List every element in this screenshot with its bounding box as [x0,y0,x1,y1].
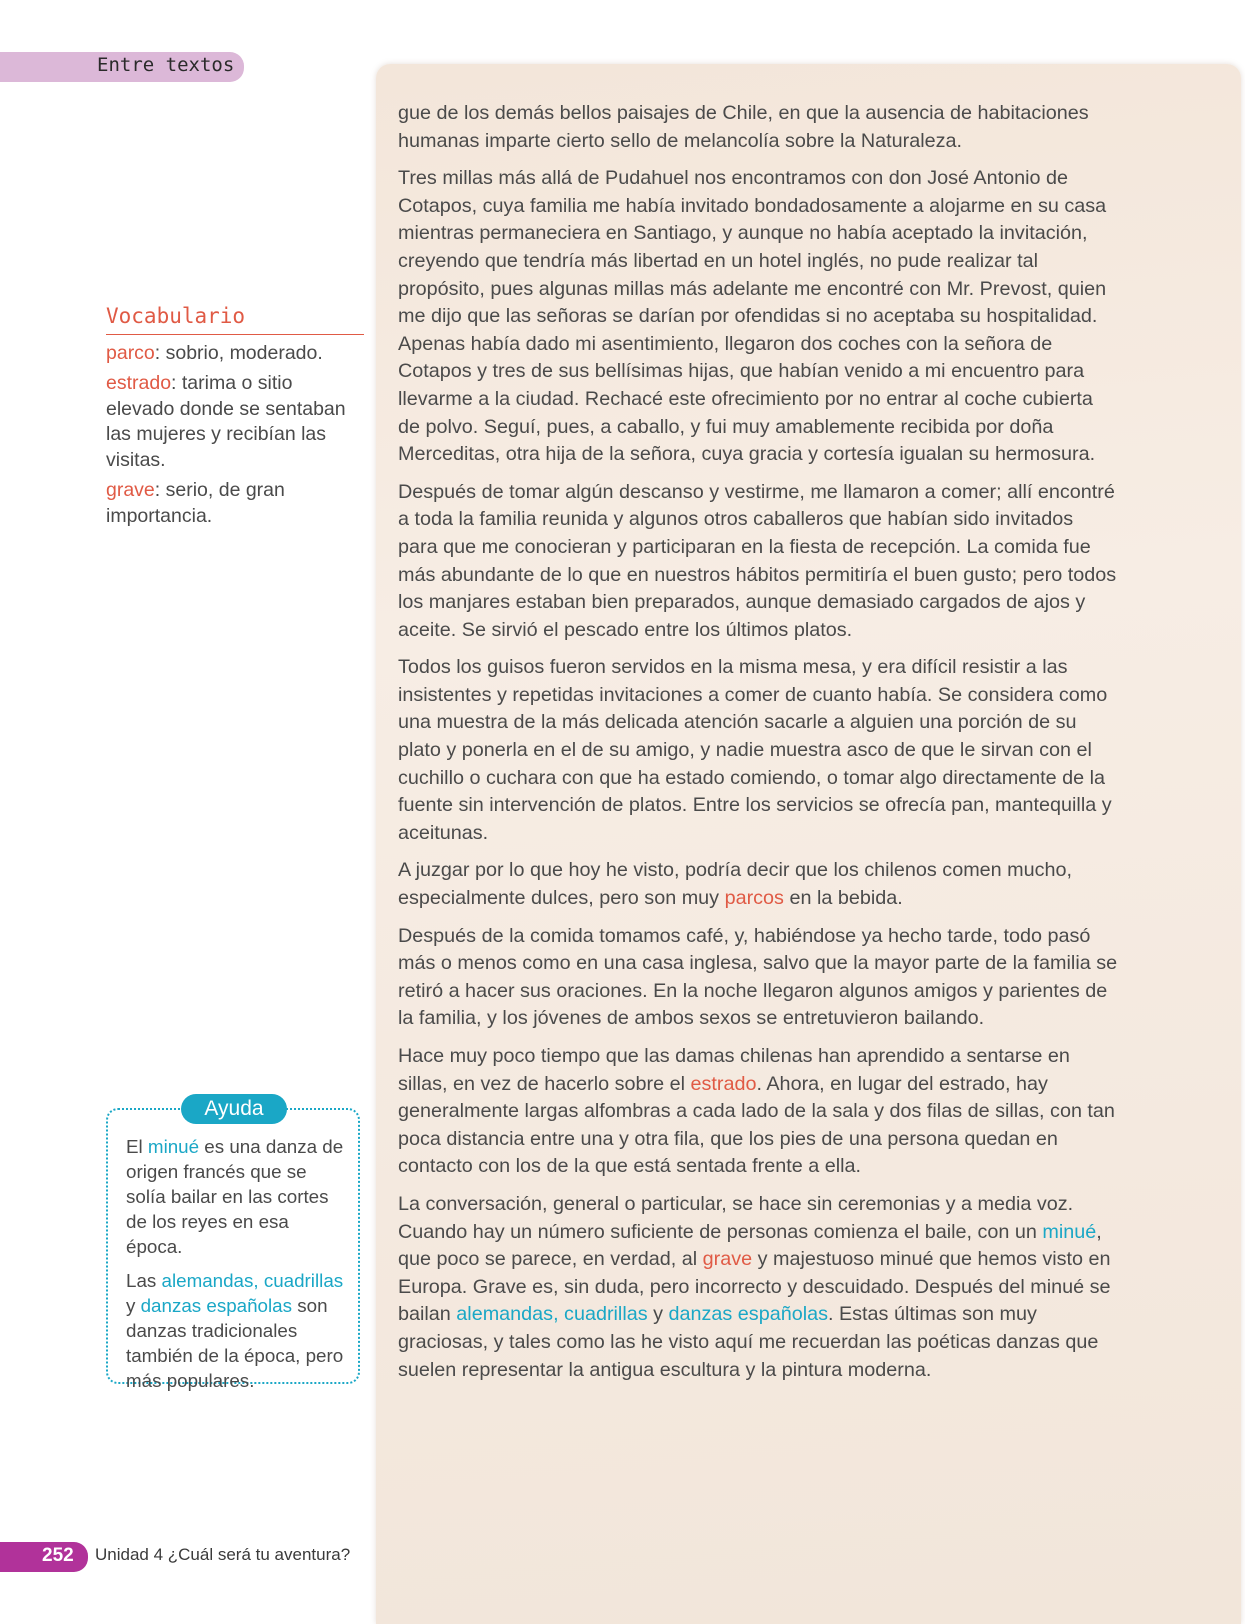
vocabulary-highlight: estrado [690,1072,757,1095]
page-number-tab [0,1542,88,1572]
paragraph [398,923,1118,1033]
help-text-fragment: y [126,1295,141,1316]
vocabulary-term: parco [106,341,155,364]
paragraph [398,479,1118,645]
text-fragment: y [647,1303,669,1326]
vocabulary-term: grave [106,479,155,501]
vocabulary-highlight: grave [702,1248,753,1271]
help-paragraph [126,1134,348,1259]
text-fragment: Todos los guisos fueron servidos en la misma mesa, y era difícil resistir a las insistentes y repetidas invitaciones a comer de cuanto había. Se considera como una muestra de la más delicada atención sacarle a alguien una porción de su plato y ponerla en el de su amigo, y nadie muestra asco de que le sirvan con el cuchillo o cuchara con que ha estado comiendo, o tomar algo directamente de la fuente sin intervención de platos. Entre los servicios se ofrecía pan, mantequilla y aceitunas. [398,656,1112,844]
text-fragment: en la bebida. [783,887,903,910]
vocabulary-title: Vocabulario [106,304,364,335]
vocabulary-term: estrado [106,372,172,394]
section-label: Entre textos [97,54,235,76]
vocabulary-entry [106,341,364,367]
text-fragment: La conversación, general o particular, se hace sin ceremonias y a media voz. Cuando hay un número suficiente de personas comienza el baile, con un [398,1192,1074,1243]
paragraph [398,165,1118,469]
text-fragment: y majestuoso minué que hemos visto en Europa. Grave es, sin duda, pero incorrecto y descuidado. Después del minué se bailan [398,1248,1111,1326]
text-fragment: A juzgar por lo que hoy he visto, podría decir que los chilenos comen mucho, especialmente dulces, pero son muy [398,859,1073,910]
paragraph [398,857,1118,912]
paragraph [398,654,1118,847]
paragraph [398,1191,1118,1384]
help-highlight: minué [1042,1220,1097,1243]
section-header-tab [0,52,244,82]
vocabulary-highlight: parcos [724,887,784,910]
vocabulary-entry [106,371,364,473]
help-term: minué [147,1136,200,1157]
help-paragraph [126,1268,348,1393]
text-fragment: . Ahora, en lugar del estrado, hay generalmente largas alfombras a cada lado de la sala y dos filas de sillas, con tan poca distancia entre una y otra fila, que los pies de una persona quedan en contacto con los de la que está sentada frente a ella. [398,1072,1115,1178]
help-text-fragment: Las [126,1270,162,1291]
vocabulary-panel [106,304,364,534]
help-term: alemandas, cuadrillas [161,1270,344,1291]
help-text-fragment: es una danza de origen francés que se solía bailar en las cortes de los reyes en esa época. [126,1136,344,1257]
text-fragment: Hace muy poco tiempo que las damas chilenas han aprendido a sentarse en sillas, en vez de hacerlo sobre el [398,1045,1070,1095]
text-fragment: gue de los demás bellos paisajes de Chile, en que la ausencia de habitaciones humanas imparte cierto sello de melancolía sobre la Naturaleza. [398,102,1089,152]
vocabulary-entry [106,478,364,529]
vocabulary-definition: : serio, de gran importancia. [106,479,285,527]
help-text-fragment: son danzas tradicionales también de la época, pero más populares. [126,1295,344,1391]
help-highlight: alemandas, cuadrillas [456,1303,648,1326]
text-fragment: Después de tomar algún descanso y vestirme, me llamaron a comer; allí encontré a toda la familia reunida y algunos otros caballeros que habían sido invitados para que me conocieran y participaran en la fiesta de recepción. La comida fue más abundante de lo que en nuestros hábitos permitiría el buen gusto; pero todos los manjares estaban bien preparados, aunque demasiado cargados de ajos y aceite. Se sirvió el pescado entre los últimos platos. [398,480,1117,641]
vocabulary-definition: : tarima o sitio elevado donde se sentaban las mujeres y recibían las visitas. [106,372,346,471]
paragraph [398,1043,1118,1181]
reading-text [398,100,1118,1394]
help-label: Ayuda [181,1094,287,1124]
vocabulary-definition: : sobrio, moderado. [154,341,323,364]
paragraph [398,100,1118,155]
help-text-fragment: El [126,1136,148,1157]
unit-title: Unidad 4 ¿Cuál será tu aventura? [95,1545,351,1564]
text-fragment: . Estas últimas son muy graciosas, y tales como las he visto aquí me recuerdan las poéticas danzas que suelen representar la antigua escultura y la pintura moderna. [398,1303,1099,1381]
text-fragment: , que poco se parece, en verdad, al [398,1220,1102,1271]
help-highlight: danzas españolas [668,1303,828,1326]
text-fragment: Después de la comida tomamos café, y, habiéndose ya hecho tarde, todo pasó más o menos como en una casa inglesa, salvo que la mayor parte de la familia se retiró a hacer sus oraciones. En la noche llegaron algunos amigos y parientes de la familia, y los jóvenes de ambos sexos se entretuvieron bailando. [398,924,1118,1030]
help-text [126,1134,348,1402]
text-fragment: Tres millas más allá de Pudahuel nos encontramos con don José Antonio de Cotapos, cuya familia me había invitado bondadosamente a alojarme en su casa mientras permaneciera en Santiago, y aunque no había aceptado la invitación, creyendo que tendría más libertad en un hotel inglés, no pude realizar tal propósito, pues algunas millas más adelante me encontré con Mr. Prevost, quien me dijo que las señoras se darían por ofendidas si no aceptaba su hospitalidad. Apenas había dado mi asentimiento, llegaron dos coches con la señora de Cotapos y tres de sus bellísimas hijas, que habían venido a mi encuentro para llevarme a la ciudad. Rechacé este ofrecimiento por no entrar al coche cubierta de polvo. Seguí, pues, a caballo, y fui muy amablemente recibida por doña Merceditas, otra hija de la señora, cuya gracia y cortesía igualan su hermosura. [398,167,1107,466]
help-term: danzas españolas [140,1295,293,1316]
page-number: 252 [42,1545,74,1566]
